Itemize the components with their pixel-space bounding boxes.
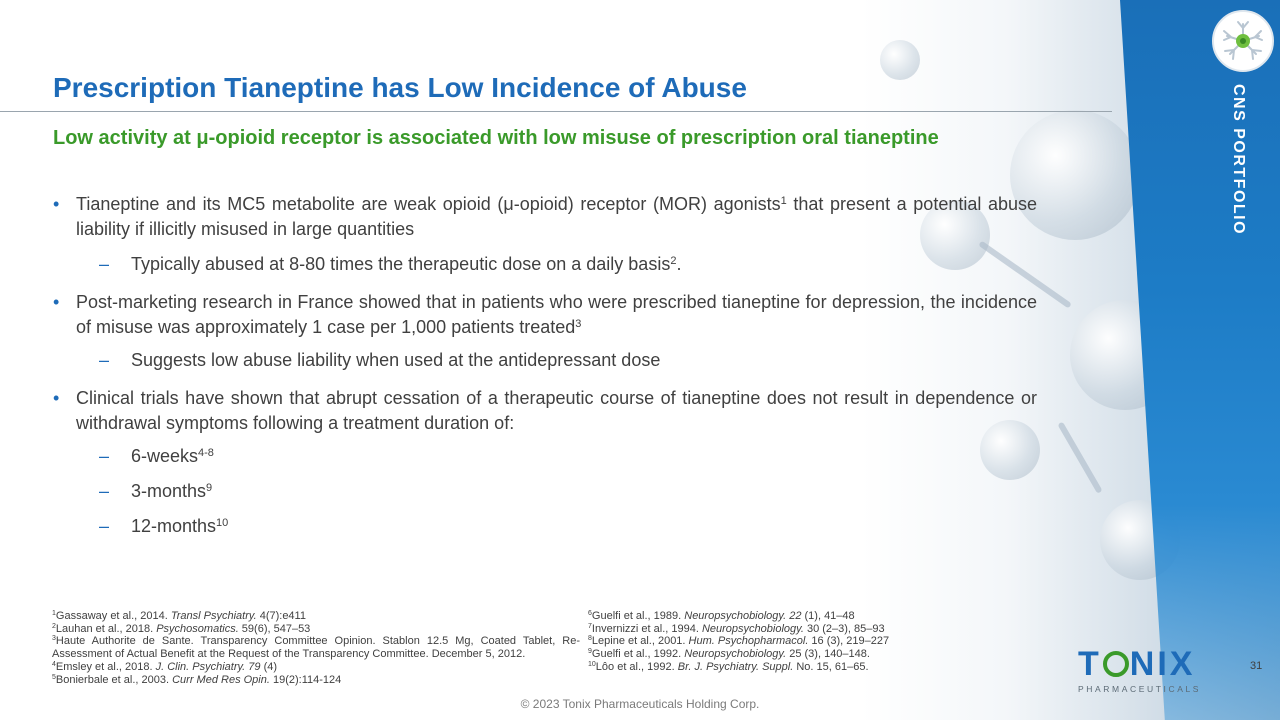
bullet-dash: – — [99, 254, 110, 274]
bullet-dot: • — [53, 292, 60, 312]
bullet-dash: – — [99, 516, 110, 536]
reference-item: $^{10}$Lôo et al., 1992. Br. J. Psychiatry. Suppl. No. 15, 61–65. — [588, 660, 869, 673]
reference-item: $^3$Haute Authorite de Sante. Transparency Committee Opinion. Stablon 12.5 Mg, Coated Tablet, Re-Assessment of Actual Benefit at the Request of the Transparency Committee. December 5, 2012. — [52, 635, 580, 661]
title-divider — [0, 111, 1112, 112]
reference-item: $^4$Emsley et al., 2018. J. Clin. Psychiatry. 79 (4) — [52, 660, 278, 673]
bullet-list — [53, 192, 1037, 539]
reference-item: $^6$Guelfi et al., 1989. Neuropsychobiology. 22 (1), 41–48 — [588, 610, 855, 622]
reference-item: $^1$Gassaway et al., 2014. Transl Psychiatry. 4(7):e411 — [52, 610, 306, 622]
slide-subtitle: Low activity at μ-opioid receptor is associated with low misuse of prescription oral tianeptine — [53, 127, 939, 149]
bullet-3-sub-1: – 6-weeks$^{4-8}$ — [53, 444, 1037, 469]
bullet-2: • Post-marketing research in France showed that in patients who were prescribed tianeptine for depression, the incidence of misuse was approximately 1 case per 1,000 patients treated$^3$ — [53, 292, 1037, 337]
references-right — [588, 610, 948, 674]
side-label: CNS PORTFOLIO — [1230, 84, 1247, 236]
reference-item: $^7$Invernizzi et al., 1994. Neuropsychobiology. 30 (2–3), 85–93 — [588, 622, 885, 635]
page-number: 31 — [1250, 660, 1263, 672]
copyright-footer: © 2023 Tonix Pharmaceuticals Holding Corp. — [520, 697, 760, 711]
bullet-1-sub-1: – Typically abused at 8-80 times the therapeutic dose on a daily basis$^2$. — [53, 252, 1037, 277]
bullet-dash: – — [99, 481, 110, 501]
reference-item: $^8$Lepine et al., 2001. Hum. Psychopharmacol. 16 (3), 219–227 — [588, 635, 890, 648]
reference-item: $^9$Guelfi et al., 1992. Neuropsychobiology. 25 (3), 140–148. — [588, 648, 870, 661]
bullet-3-sub-2: – 3-months$^9$ — [53, 479, 1037, 504]
tonix-wordmark: T NIX — [1078, 645, 1196, 683]
reference-item: $^2$Lauhan et al., 2018. Psychosomatics. 59(6), 547–53 — [52, 622, 311, 635]
neuron-logo — [1212, 10, 1274, 72]
bullet-dot: • — [53, 194, 60, 214]
tonix-subtitle: PHARMACEUTICALS — [1078, 684, 1202, 694]
reference-item: $^5$Bonierbale et al., 2003. Curr Med Res Opin. 19(2):114-124 — [52, 673, 342, 686]
tonix-o-ring-icon — [1103, 651, 1129, 677]
references-left — [52, 610, 580, 686]
bullet-3: • Clinical trials have shown that abrupt cessation of a therapeutic course of tianeptine does not result in dependence or withdrawal symptoms following a treatment duration of: — [53, 388, 1037, 433]
slide-title: Prescription Tianeptine has Low Incidence of Abuse — [53, 72, 747, 103]
bullet-dash: – — [99, 350, 110, 370]
bullet-dot: • — [53, 388, 60, 408]
bullet-2-sub-1: – Suggests low abuse liability when used at the antidepressant dose — [53, 348, 1037, 373]
tonix-logo — [1078, 646, 1210, 698]
bullet-1: • Tianeptine and its MC5 metabolite are weak opioid (μ-opioid) receptor (MOR) agonists$^1$ that present a potential abuse liability if illicitly misused in large quantities — [53, 194, 1037, 239]
bullet-3-sub-3: – 12-months$^{10}$ — [53, 514, 1037, 539]
neuron-icon — [1220, 18, 1266, 64]
bullet-dash: – — [99, 446, 110, 466]
